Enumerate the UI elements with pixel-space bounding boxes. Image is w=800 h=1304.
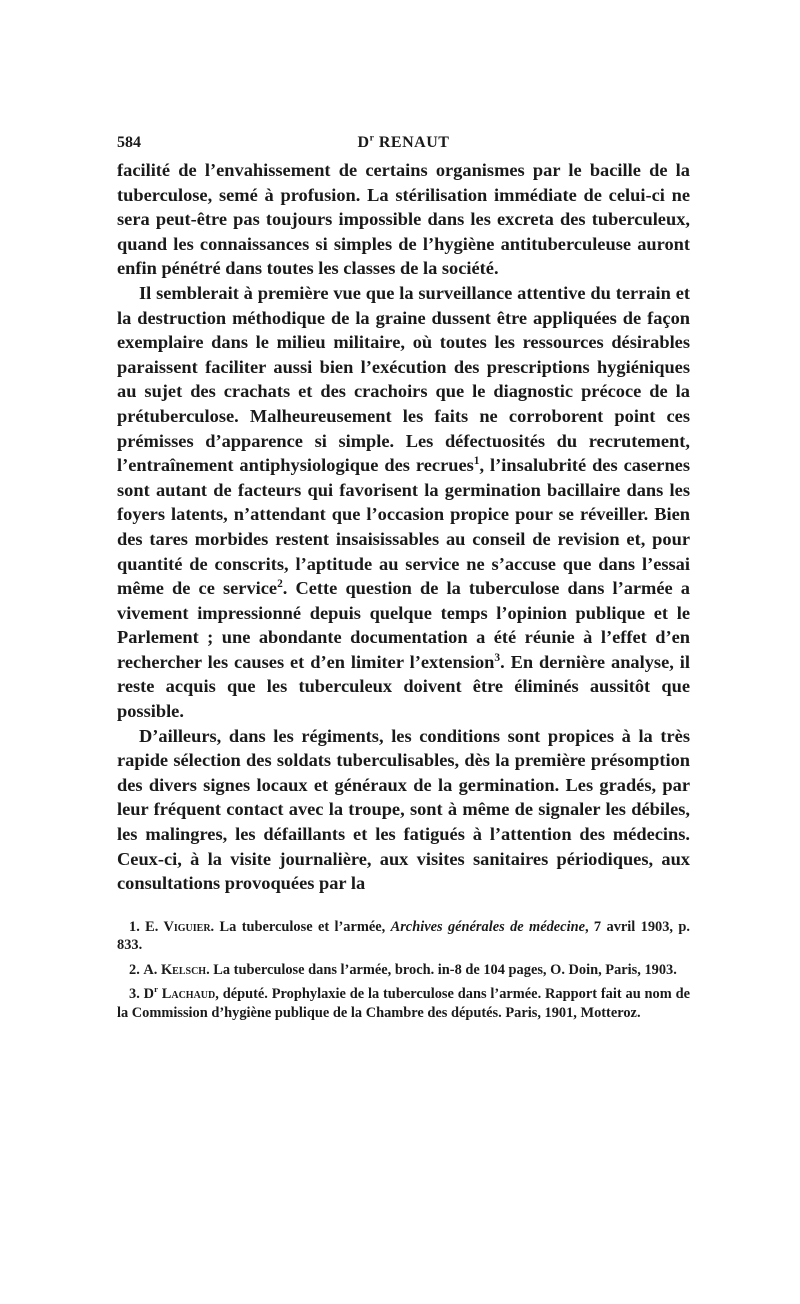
- footnote-journal: Archives générales de médecine: [390, 918, 585, 935]
- footnotes: [117, 918, 690, 1023]
- footnote: [117, 918, 690, 955]
- footnote-author-prefix: D: [143, 986, 155, 1003]
- footnote-reference: 3: [494, 651, 501, 664]
- footnote-text: député. Prophylaxie de la tuberculose dans l’armée. Rapport fait au nom de la Commission d’hygiène publique de la Chambre des députés. Paris, 1901, Motteroz.: [117, 986, 690, 1021]
- footnote: [117, 985, 690, 1022]
- footnote-author: A. Kelsch.: [143, 961, 210, 978]
- footnote: [117, 961, 690, 980]
- footnote-reference: 2: [277, 577, 283, 590]
- book-page: [117, 134, 690, 1028]
- paragraph-part: , l’insalubrité des casernes sont autant de facteurs qui favorisent la germination bacillaire dans les foyers latents, n’attendant que l’occasion propice pour se réveiller. Bien des tares morbides restent insaisissables au conseil de revision et, pour quantité de conscrits, l’aptitude au service ne s’accuse que dans l’essai même de ce service: [117, 455, 690, 599]
- author-prefix: D: [357, 134, 370, 151]
- page-number: 584: [117, 134, 141, 151]
- paragraph-military: [117, 281, 690, 724]
- running-head: [117, 134, 690, 158]
- footnote-reference: 1: [473, 455, 480, 467]
- footnote-text: La tuberculose et l’armée,: [214, 918, 391, 935]
- footnote-author-superscript: r: [154, 984, 158, 995]
- footnote-number: 3.: [129, 986, 144, 1003]
- footnote-number: 1.: [129, 918, 146, 935]
- main-text: [117, 158, 690, 896]
- paragraph-part: Il semblerait à première vue que la surveillance attentive du terrain et la destruction méthodique de la graine dussent être appliquées de façon exemplaire dans le milieu militaire, où toutes les ressources désirables paraissent faciliter aussi bien l’exécution des prescriptions hygiéniques au sujet des crachats et des crachoirs que le diagnostic précoce de la prétuberculose. Malheureusement les faits ne corroborent point ces prémisses d’apparence si simple. Les défectuosités du recrutement, l’entraînement antiphysiologique des recrues: [117, 282, 690, 476]
- running-head-author: [117, 134, 690, 152]
- paragraph-part: . En dernière analyse, il reste acquis que les tuberculeux doivent être éliminés aussitôt que possible.: [117, 651, 690, 722]
- footnote-text: La tuberculose dans l’armée, broch. in-8 de 104 pages, O. Doin, Paris, 1903.: [209, 961, 677, 978]
- author-name: RENAUT: [374, 134, 450, 151]
- footnote-number: 2.: [129, 961, 144, 978]
- paragraph-continuation: facilité de l’envahissement de certains organismes par le bacille de la tuberculose, semé à profusion. La stérilisation immédiate de celui-ci ne sera peut-être pas toujours impossible dans les excreta des tuberculeux, quand les connaissances si simples de l’hygiène antituberculeuse auront enfin pénétré dans toutes les classes de la société.: [117, 160, 690, 279]
- paragraph-part: . Cette question de la tuberculose dans l’armée a vivement impressionné depuis quelque temps l’opinion publique et le Parlement ; une abondante documentation a été réunie à l’effet d’en rechercher les causes et d’en limiter l’extension: [117, 578, 690, 672]
- footnote-author: Lachaud,: [157, 986, 219, 1003]
- paragraph-regiments: D’ailleurs, dans les régiments, les conditions sont propices à la très rapide sélection des soldats tuberculisables, dès la première présomption des divers signes locaux et généraux de la germination. Les gradés, par leur fréquent contact avec la troupe, sont à même de signaler les débiles, les malingres, les défaillants et les fatigués à l’attention des médecins. Ceux-ci, à la visite journalière, aux visites sanitaires périodiques, aux consultations provoquées par la: [117, 725, 690, 894]
- author-superscript: r: [369, 132, 375, 144]
- footnote-text: , 7 avril 1903, p. 833.: [117, 918, 690, 954]
- footnote-author: E. Viguier.: [145, 918, 215, 935]
